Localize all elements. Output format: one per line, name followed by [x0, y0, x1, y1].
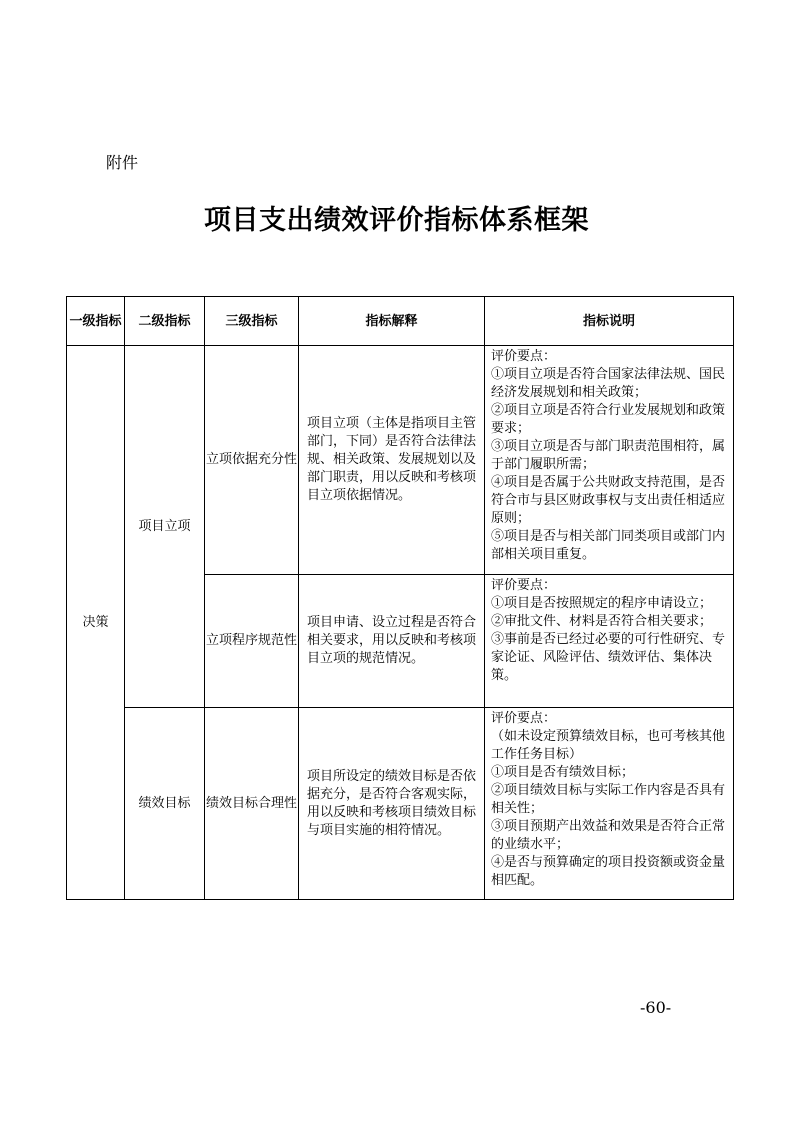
attachment-label: 附件	[106, 153, 139, 172]
level3-cell: 绩效目标合理性	[205, 708, 299, 900]
description-line: ①项目立项是否符合国家法律法规、国民经济发展规划和相关政策；	[491, 367, 726, 400]
description-line: ⑤项目是否与相关部门同类项目或部门内部相关项目重复。	[491, 529, 726, 562]
description-line: ②项目立项是否符合行业发展规划和政策要求；	[491, 403, 726, 436]
explanation-cell: 项目所设定的绩效目标是否依据充分，是否符合客观实际，用以反映和考核项目绩效目标与项目实施的相符情况。	[299, 708, 485, 900]
description-line: ③事前是否已经过必要的可行性研究、专家论证、风险评估、绩效评估、集体决策。	[491, 632, 726, 683]
table-row	[67, 346, 734, 575]
header-level2: 二级指标	[125, 297, 205, 346]
header-description: 指标说明	[485, 297, 734, 346]
explanation-cell: 项目立项（主体是指项目主管部门，下同）是否符合法律法规、相关政策、发展规划以及部门职责，用以反映和考核项目立项依据情况。	[299, 346, 485, 575]
description-line: ①项目是否有绩效目标；	[491, 765, 635, 780]
level3-cell: 立项依据充分性	[205, 346, 299, 575]
level2-cell: 项目立项	[125, 346, 205, 708]
description-line: 评价要点：	[491, 711, 557, 726]
indicator-table	[66, 296, 734, 900]
level3-cell: 立项程序规范性	[205, 575, 299, 708]
description-line: ②审批文件、材料是否符合相关要求；	[491, 614, 713, 629]
description-line: ③项目预期产出效益和效果是否符合正常的业绩水平；	[491, 819, 726, 852]
description-cell	[485, 346, 734, 575]
document-title: 项目支出绩效评价指标体系框架	[204, 205, 589, 236]
table-row	[67, 708, 734, 900]
description-line: ④项目是否属于公共财政支持范围，是否符合市与县区财政事权与支出责任相适应原则；	[491, 475, 726, 526]
header-level3: 三级指标	[205, 297, 299, 346]
description-line: ②项目绩效目标与实际工作内容是否具有相关性；	[491, 783, 726, 816]
header-explanation: 指标解释	[299, 297, 485, 346]
level2-cell: 绩效目标	[125, 708, 205, 900]
description-cell	[485, 708, 734, 900]
explanation-cell: 项目申请、设立过程是否符合相关要求，用以反映和考核项目立项的规范情况。	[299, 575, 485, 708]
description-line: 评价要点：	[491, 578, 557, 593]
page-number: -60-	[640, 998, 672, 1017]
level1-cell: 决策	[67, 346, 125, 900]
description-line: ④是否与预算确定的项目投资额或资金量相匹配。	[491, 855, 726, 888]
table-header-row	[67, 297, 734, 346]
description-line: ③项目立项是否与部门职责范围相符，属于部门履职所需；	[491, 439, 726, 472]
header-level1: 一级指标	[67, 297, 125, 346]
description-line: 评价要点：	[491, 349, 557, 364]
description-cell	[485, 575, 734, 708]
description-line: ①项目是否按照规定的程序申请设立；	[491, 596, 713, 611]
description-line: （如未设定预算绩效目标，也可考核其他工作任务目标）	[491, 729, 726, 762]
